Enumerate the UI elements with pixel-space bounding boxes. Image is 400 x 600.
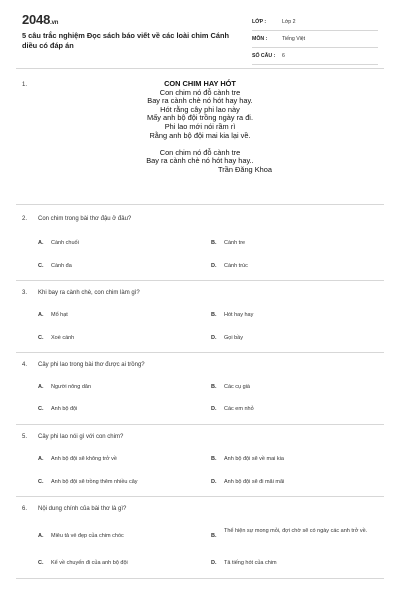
option-text: Anh bộ đội sẽ về mai kia xyxy=(224,456,284,462)
option-b[interactable] xyxy=(211,312,253,319)
option-text: Hót hay hay xyxy=(224,312,254,318)
option-letter: A. xyxy=(38,456,44,462)
poem-line: Bay ra cành chè nó hót hay hay.. xyxy=(146,156,254,166)
option-text: Tả tiếng hót của chim xyxy=(224,560,277,566)
question-divider xyxy=(16,204,384,205)
option-letter: B. xyxy=(211,384,217,390)
question-number: 3. xyxy=(22,290,28,296)
meta-info-box xyxy=(252,14,378,65)
option-letter: C. xyxy=(38,560,44,566)
poem-line: Hót rằng cây phi lao này xyxy=(160,104,240,114)
option-letter: D. xyxy=(211,263,217,269)
question-divider xyxy=(16,280,384,281)
meta-value-count: 6 xyxy=(282,53,285,59)
poem-title: CON CHIM HAY HÓT xyxy=(164,79,236,88)
header-divider xyxy=(16,68,384,69)
option-b[interactable] xyxy=(211,384,250,391)
poem-line: Rằng anh bộ đội mai kia lại về. xyxy=(149,130,251,140)
option-letter: D. xyxy=(211,560,217,566)
meta-label-grade: LỚP : xyxy=(252,19,267,25)
logo-main-text: 2048 xyxy=(22,12,51,27)
option-d[interactable] xyxy=(211,263,248,270)
question-number: 1. xyxy=(22,82,28,88)
option-b[interactable] xyxy=(211,456,284,463)
poem-line: Bay ra cành chè nó hót hay hay. xyxy=(147,96,253,106)
option-text: Cành chuối xyxy=(51,240,79,246)
option-a[interactable] xyxy=(38,312,68,319)
question-number: 4. xyxy=(22,362,28,368)
option-c[interactable] xyxy=(38,406,77,413)
option-letter: C. xyxy=(38,406,44,412)
option-letter: A. xyxy=(38,312,44,318)
option-letter: A. xyxy=(38,240,44,246)
option-letter: B. xyxy=(211,456,217,462)
option-letter: C. xyxy=(38,263,44,269)
option-b[interactable] xyxy=(211,528,381,539)
option-letter: D. xyxy=(211,406,217,412)
option-letter: B. xyxy=(211,533,217,539)
option-text: Anh bộ đội sẽ trồng thêm nhiều cây xyxy=(51,479,138,485)
option-letter: D. xyxy=(211,479,217,485)
question-text: Nội dung chính của bài thơ là gì? xyxy=(38,506,127,512)
option-text: Thể hiện sự mong mỏi, đợi chờ sẽ có ngày các anh trở về. xyxy=(224,528,368,534)
option-c[interactable] xyxy=(38,263,72,270)
question-text: Khi bay ra cành chè, con chim làm gì? xyxy=(38,290,140,296)
document-title: 5 câu trắc nghiệm Đọc sách báo viết về các loài chim Cánh diều có đáp án xyxy=(22,31,230,50)
meta-value-grade: Lớp 2 xyxy=(282,19,296,25)
meta-row-count xyxy=(252,48,378,65)
option-text: Cành đa xyxy=(51,263,72,269)
poem-line: Phi lao mới nói rầm rì xyxy=(164,121,236,131)
option-c[interactable] xyxy=(38,335,74,342)
option-c[interactable] xyxy=(38,560,128,567)
option-c[interactable] xyxy=(38,479,138,486)
question-divider xyxy=(16,352,384,353)
option-text: Người nông dân xyxy=(51,384,92,390)
logo-domain-text: .vn xyxy=(50,20,59,26)
question-number: 2. xyxy=(22,216,28,222)
option-letter: A. xyxy=(38,384,44,390)
site-logo[interactable] xyxy=(22,12,58,27)
meta-label-count: SỐ CÂU : xyxy=(252,53,276,59)
option-letter: B. xyxy=(211,312,217,318)
option-a[interactable] xyxy=(38,533,124,540)
question-number: 6. xyxy=(22,506,28,512)
option-letter: D. xyxy=(211,335,217,341)
option-letter: B. xyxy=(211,240,217,246)
meta-row-grade xyxy=(252,14,378,31)
option-text: Miêu tả vẻ đẹp của chim chóc xyxy=(51,533,124,539)
option-b[interactable] xyxy=(211,240,245,247)
question-text: Con chim trong bài thơ đậu ở đâu? xyxy=(38,216,132,222)
option-text: Các cụ già xyxy=(224,384,250,390)
option-text: Kể về chuyến đi của anh bộ đội xyxy=(51,560,128,566)
option-d[interactable] xyxy=(211,335,243,342)
option-d[interactable] xyxy=(211,479,284,486)
option-text: Anh bộ đội xyxy=(51,406,78,412)
option-text: Gọi bầy xyxy=(224,335,243,341)
footer-divider xyxy=(16,578,384,579)
option-d[interactable] xyxy=(211,406,254,413)
meta-label-subject: MÔN : xyxy=(252,36,268,42)
question-number: 5. xyxy=(22,434,28,440)
option-text: Xoè cánh xyxy=(51,335,75,341)
option-text: Anh bộ đội sẽ đi mãi mãi xyxy=(224,479,285,485)
option-a[interactable] xyxy=(38,456,117,463)
question-text: Cây phi lao nói gì với con chim? xyxy=(38,434,124,440)
poem-line: Con chim nó đỗ cành tre xyxy=(159,147,241,157)
option-text: Các em nhỏ xyxy=(224,406,254,412)
question-divider xyxy=(16,424,384,425)
poem-block xyxy=(0,80,400,175)
question-text: Cây phi lao trong bài thơ được ai trồng? xyxy=(38,362,145,368)
option-text: Anh bộ đội sẽ không trở về xyxy=(51,456,117,462)
poem-line: Con chim nó đỗ cành tre xyxy=(159,87,241,97)
meta-value-subject: Tiếng Việt xyxy=(282,36,306,42)
option-d[interactable] xyxy=(211,560,277,567)
meta-row-subject xyxy=(252,31,378,48)
option-letter: C. xyxy=(38,335,44,341)
option-a[interactable] xyxy=(38,240,79,247)
poem-line: Mấy anh bộ đội trồng ngày ra đi. xyxy=(147,113,253,123)
option-a[interactable] xyxy=(38,384,91,391)
question-divider xyxy=(16,496,384,497)
option-text: Cành tre xyxy=(224,240,246,246)
poem-author: Trần Đăng Khoa xyxy=(218,164,272,174)
option-letter: C. xyxy=(38,479,44,485)
option-text: Cành trúc xyxy=(224,263,248,269)
option-letter: A. xyxy=(38,533,44,539)
option-text: Mổ hạt xyxy=(51,312,68,318)
